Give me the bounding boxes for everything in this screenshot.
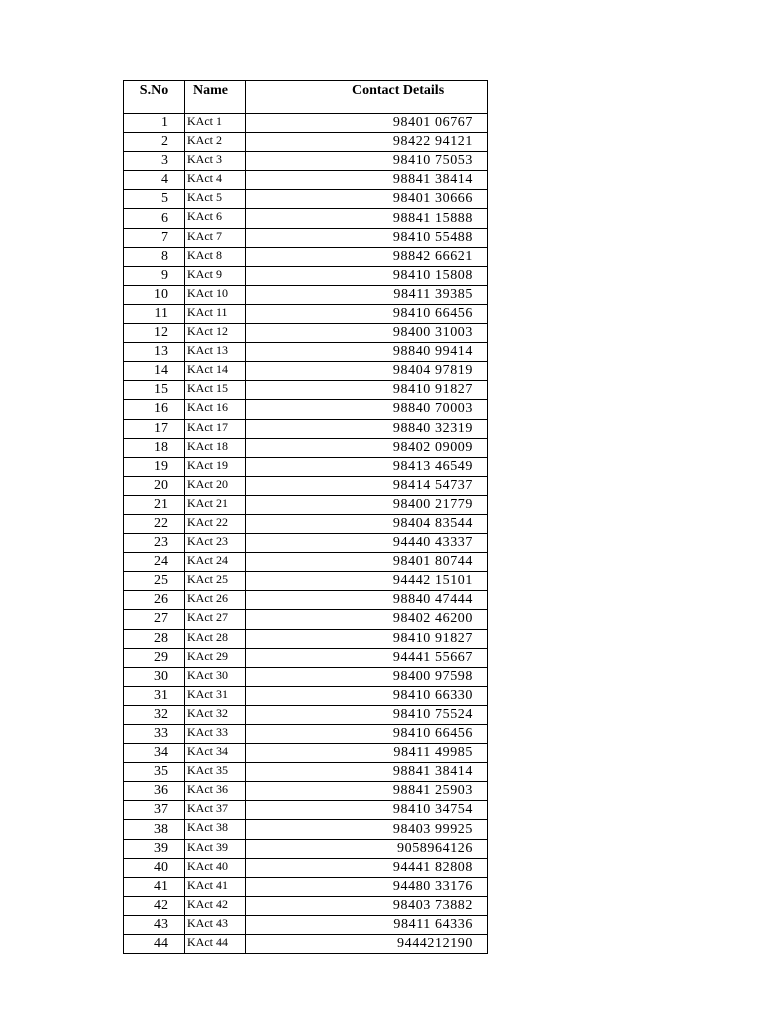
cell-name: KAct 37	[185, 801, 246, 820]
cell-name: KAct 5	[185, 190, 246, 209]
table-row	[124, 266, 488, 285]
cell-name: KAct 8	[185, 247, 246, 266]
cell-contact: 98410 15808	[246, 266, 488, 285]
cell-sno: 19	[124, 457, 185, 476]
cell-name: KAct 41	[185, 877, 246, 896]
cell-contact: 94441 82808	[246, 858, 488, 877]
table-row	[124, 304, 488, 323]
cell-sno: 28	[124, 629, 185, 648]
table-row	[124, 725, 488, 744]
cell-sno: 40	[124, 858, 185, 877]
cell-name: KAct 27	[185, 610, 246, 629]
cell-sno: 10	[124, 285, 185, 304]
cell-contact: 98410 66330	[246, 686, 488, 705]
cell-contact: 98402 09009	[246, 438, 488, 457]
cell-name: KAct 6	[185, 209, 246, 228]
cell-contact: 98401 80744	[246, 553, 488, 572]
cell-sno: 6	[124, 209, 185, 228]
cell-name: KAct 16	[185, 400, 246, 419]
table-row	[124, 285, 488, 304]
cell-sno: 5	[124, 190, 185, 209]
cell-contact: 98411 64336	[246, 915, 488, 934]
table-row	[124, 610, 488, 629]
table-row	[124, 553, 488, 572]
cell-sno: 16	[124, 400, 185, 419]
cell-name: KAct 26	[185, 591, 246, 610]
cell-name: KAct 30	[185, 667, 246, 686]
table-row	[124, 858, 488, 877]
cell-sno: 2	[124, 133, 185, 152]
cell-sno: 33	[124, 725, 185, 744]
table-row	[124, 171, 488, 190]
cell-name: KAct 9	[185, 266, 246, 285]
cell-sno: 38	[124, 820, 185, 839]
table-row	[124, 648, 488, 667]
table-row	[124, 896, 488, 915]
cell-name: KAct 21	[185, 495, 246, 514]
cell-contact: 98401 06767	[246, 114, 488, 133]
cell-sno: 25	[124, 572, 185, 591]
cell-contact: 98404 83544	[246, 514, 488, 533]
cell-sno: 4	[124, 171, 185, 190]
cell-sno: 21	[124, 495, 185, 514]
table-row	[124, 381, 488, 400]
cell-sno: 29	[124, 648, 185, 667]
cell-sno: 42	[124, 896, 185, 915]
cell-name: KAct 18	[185, 438, 246, 457]
table-row	[124, 457, 488, 476]
contacts-table	[123, 80, 488, 954]
cell-name: KAct 23	[185, 534, 246, 553]
table-row	[124, 495, 488, 514]
cell-contact: 98413 46549	[246, 457, 488, 476]
cell-contact: 98840 32319	[246, 419, 488, 438]
cell-sno: 11	[124, 304, 185, 323]
table-row	[124, 877, 488, 896]
cell-name: KAct 24	[185, 553, 246, 572]
cell-contact: 98840 47444	[246, 591, 488, 610]
cell-name: KAct 20	[185, 476, 246, 495]
cell-contact: 98841 15888	[246, 209, 488, 228]
cell-name: KAct 25	[185, 572, 246, 591]
cell-sno: 14	[124, 362, 185, 381]
cell-sno: 26	[124, 591, 185, 610]
cell-contact: 98410 55488	[246, 228, 488, 247]
cell-contact: 98411 39385	[246, 285, 488, 304]
cell-contact: 98410 66456	[246, 304, 488, 323]
cell-sno: 41	[124, 877, 185, 896]
cell-contact: 94480 33176	[246, 877, 488, 896]
table-row	[124, 247, 488, 266]
cell-name: KAct 4	[185, 171, 246, 190]
table-row	[124, 839, 488, 858]
column-header-contact-details: Contact Details	[246, 81, 488, 114]
cell-contact: 98842 66621	[246, 247, 488, 266]
cell-contact: 94442 15101	[246, 572, 488, 591]
cell-contact: 98400 97598	[246, 667, 488, 686]
cell-name: KAct 19	[185, 457, 246, 476]
table-row	[124, 343, 488, 362]
cell-contact: 98410 75524	[246, 705, 488, 724]
cell-name: KAct 40	[185, 858, 246, 877]
cell-contact: 98841 38414	[246, 763, 488, 782]
table-row	[124, 324, 488, 343]
cell-sno: 43	[124, 915, 185, 934]
cell-contact: 98400 31003	[246, 324, 488, 343]
cell-name: KAct 33	[185, 725, 246, 744]
cell-sno: 44	[124, 935, 185, 954]
table-row	[124, 763, 488, 782]
table-row	[124, 801, 488, 820]
table-row	[124, 514, 488, 533]
document-page	[123, 80, 488, 954]
cell-contact: 98410 91827	[246, 381, 488, 400]
table-row	[124, 686, 488, 705]
cell-name: KAct 15	[185, 381, 246, 400]
cell-sno: 15	[124, 381, 185, 400]
cell-sno: 24	[124, 553, 185, 572]
cell-contact: 98410 75053	[246, 152, 488, 171]
cell-sno: 34	[124, 744, 185, 763]
cell-name: KAct 10	[185, 285, 246, 304]
table-row	[124, 629, 488, 648]
cell-sno: 12	[124, 324, 185, 343]
cell-name: KAct 17	[185, 419, 246, 438]
table-row	[124, 915, 488, 934]
cell-sno: 7	[124, 228, 185, 247]
table-row	[124, 667, 488, 686]
column-header-sno: S.No	[124, 81, 185, 114]
cell-name: KAct 29	[185, 648, 246, 667]
table-row	[124, 419, 488, 438]
table-row	[124, 209, 488, 228]
cell-name: KAct 39	[185, 839, 246, 858]
cell-sno: 22	[124, 514, 185, 533]
cell-name: KAct 36	[185, 782, 246, 801]
cell-contact: 9058964126	[246, 839, 488, 858]
cell-contact: 94440 43337	[246, 534, 488, 553]
cell-sno: 30	[124, 667, 185, 686]
cell-name: KAct 7	[185, 228, 246, 247]
table-row	[124, 572, 488, 591]
table-row	[124, 190, 488, 209]
table-row	[124, 935, 488, 954]
cell-name: KAct 13	[185, 343, 246, 362]
cell-sno: 31	[124, 686, 185, 705]
cell-sno: 35	[124, 763, 185, 782]
cell-name: KAct 31	[185, 686, 246, 705]
cell-contact: 98403 99925	[246, 820, 488, 839]
cell-contact: 9444212190	[246, 935, 488, 954]
cell-contact: 98410 34754	[246, 801, 488, 820]
cell-name: KAct 42	[185, 896, 246, 915]
table-row	[124, 705, 488, 724]
cell-sno: 17	[124, 419, 185, 438]
cell-contact: 98841 25903	[246, 782, 488, 801]
cell-contact: 98410 91827	[246, 629, 488, 648]
cell-name: KAct 2	[185, 133, 246, 152]
cell-sno: 20	[124, 476, 185, 495]
cell-sno: 18	[124, 438, 185, 457]
cell-sno: 8	[124, 247, 185, 266]
cell-name: KAct 14	[185, 362, 246, 381]
cell-contact: 98402 46200	[246, 610, 488, 629]
cell-sno: 1	[124, 114, 185, 133]
cell-contact: 98840 70003	[246, 400, 488, 419]
cell-name: KAct 11	[185, 304, 246, 323]
table-row	[124, 534, 488, 553]
table-row	[124, 591, 488, 610]
cell-sno: 27	[124, 610, 185, 629]
table-header	[124, 81, 488, 114]
cell-name: KAct 28	[185, 629, 246, 648]
cell-name: KAct 34	[185, 744, 246, 763]
cell-contact: 98422 94121	[246, 133, 488, 152]
table-row	[124, 114, 488, 133]
cell-sno: 9	[124, 266, 185, 285]
cell-contact: 98411 49985	[246, 744, 488, 763]
cell-contact: 98410 66456	[246, 725, 488, 744]
table-row	[124, 782, 488, 801]
cell-name: KAct 12	[185, 324, 246, 343]
cell-sno: 13	[124, 343, 185, 362]
cell-contact: 98401 30666	[246, 190, 488, 209]
cell-name: KAct 1	[185, 114, 246, 133]
cell-contact: 98400 21779	[246, 495, 488, 514]
cell-contact: 98404 97819	[246, 362, 488, 381]
table-row	[124, 438, 488, 457]
cell-contact: 98403 73882	[246, 896, 488, 915]
table-body	[124, 114, 488, 954]
table-row	[124, 400, 488, 419]
cell-name: KAct 32	[185, 705, 246, 724]
cell-contact: 98841 38414	[246, 171, 488, 190]
cell-contact: 94441 55667	[246, 648, 488, 667]
table-row	[124, 362, 488, 381]
cell-name: KAct 38	[185, 820, 246, 839]
cell-name: KAct 22	[185, 514, 246, 533]
cell-contact: 98414 54737	[246, 476, 488, 495]
cell-sno: 32	[124, 705, 185, 724]
header-row	[124, 81, 488, 114]
cell-sno: 36	[124, 782, 185, 801]
cell-sno: 3	[124, 152, 185, 171]
table-row	[124, 133, 488, 152]
cell-name: KAct 3	[185, 152, 246, 171]
cell-contact: 98840 99414	[246, 343, 488, 362]
table-row	[124, 152, 488, 171]
cell-sno: 23	[124, 534, 185, 553]
cell-sno: 39	[124, 839, 185, 858]
cell-name: KAct 35	[185, 763, 246, 782]
cell-name: KAct 43	[185, 915, 246, 934]
column-header-name: Name	[185, 81, 246, 114]
cell-name: KAct 44	[185, 935, 246, 954]
table-row	[124, 228, 488, 247]
table-row	[124, 476, 488, 495]
cell-sno: 37	[124, 801, 185, 820]
table-row	[124, 744, 488, 763]
table-row	[124, 820, 488, 839]
